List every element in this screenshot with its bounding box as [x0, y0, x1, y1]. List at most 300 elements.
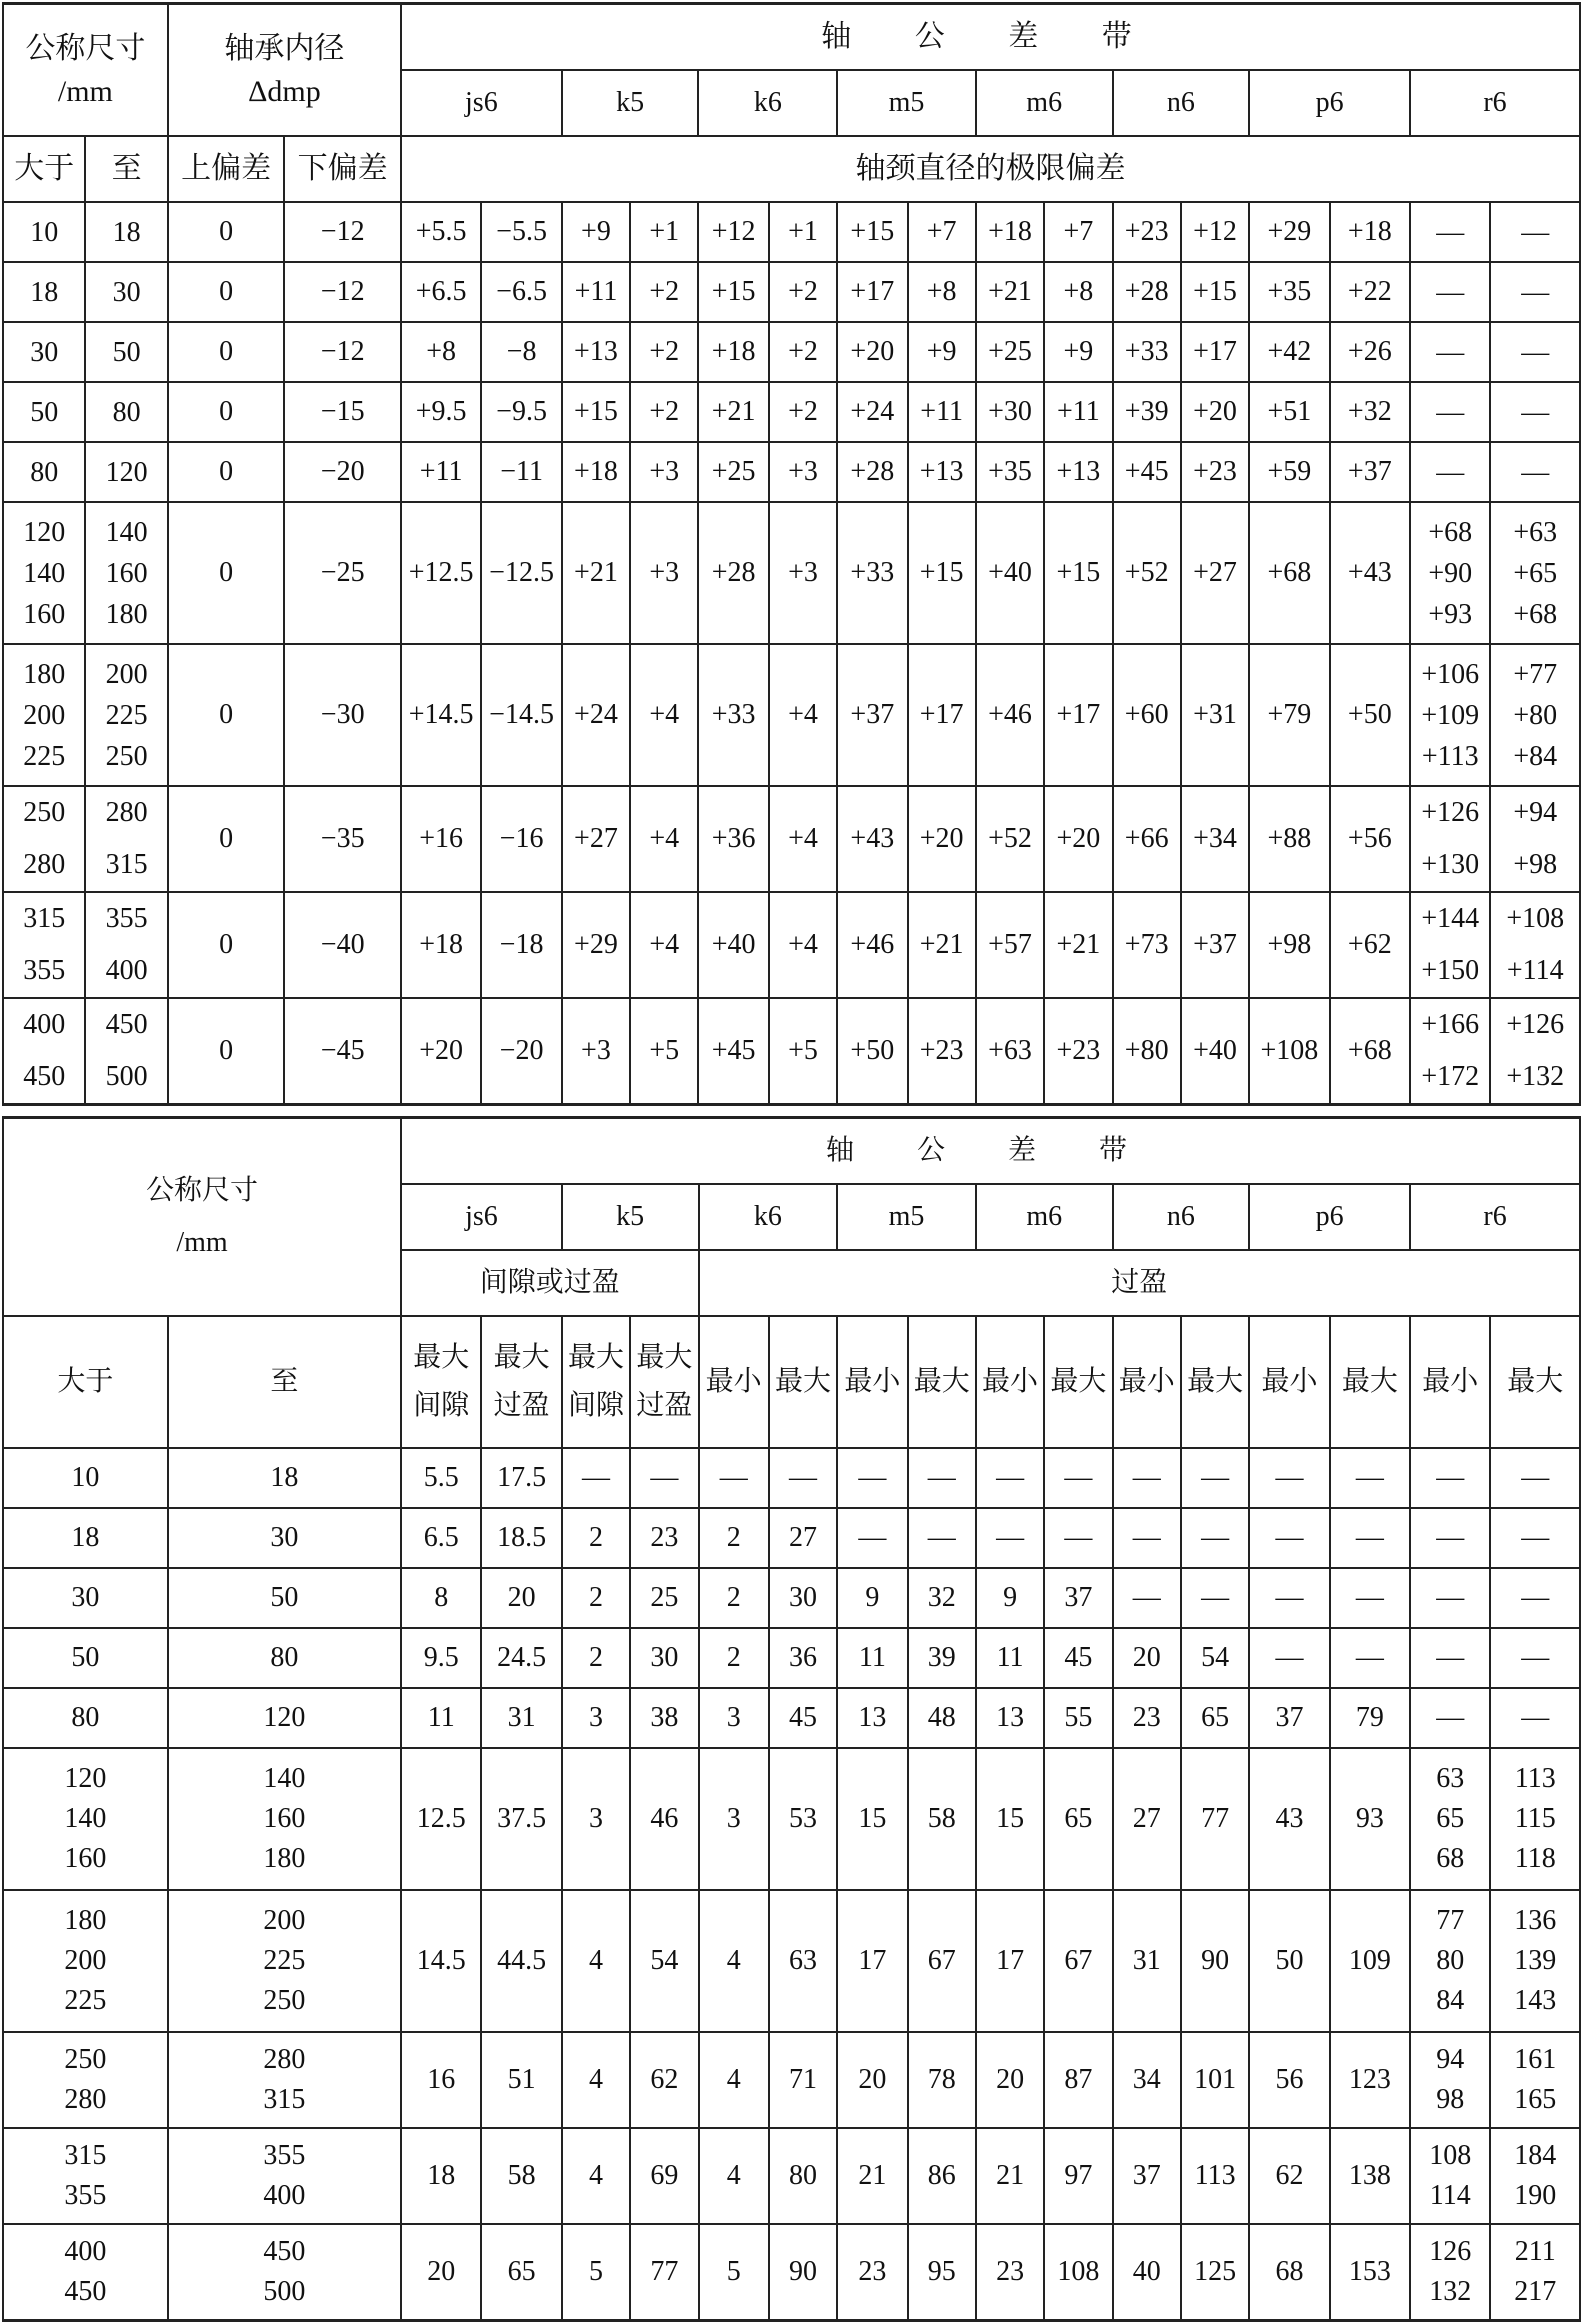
r6-upper-value-line: +106	[1421, 658, 1480, 690]
fit-value: 58	[481, 2128, 561, 2224]
deviation-value: +4	[630, 644, 698, 786]
deviation-value: +4	[769, 786, 837, 892]
fit-value: 16	[401, 2032, 481, 2128]
fit-value: 55	[1044, 1688, 1112, 1748]
fit-value: —	[1113, 1568, 1181, 1628]
fit-value: 32	[908, 1568, 976, 1628]
deviation-value: +6.5	[401, 262, 481, 322]
lower-deviation: −15	[284, 382, 401, 442]
fit-value: 15	[837, 1748, 907, 1890]
fit-value: 50	[1249, 1890, 1329, 2032]
size-over-line: 450	[64, 2276, 107, 2307]
nominal-size-label-2: 公称尺寸	[146, 1175, 259, 1206]
deviation-value: +9	[1044, 322, 1112, 382]
fit-value: 97	[1044, 2128, 1112, 2224]
deviation-value: +32	[1330, 382, 1410, 442]
deviation-value: +21	[1044, 892, 1112, 998]
fit-value: 44.5	[481, 1890, 561, 2032]
r6-upper-value	[1410, 502, 1490, 644]
size-to-line: 315	[105, 849, 148, 880]
fit-value: 4	[562, 1890, 630, 2032]
size-to-line: 355	[263, 2140, 306, 2171]
fit-value: 54	[1181, 1628, 1249, 1688]
deviation-value: +59	[1249, 442, 1329, 502]
fit-sub-header-line: 过盈	[493, 1390, 550, 1421]
fit-value: 101	[1181, 2032, 1249, 2128]
deviation-value: +5	[630, 998, 698, 1105]
fit-value: 20	[837, 2032, 907, 2128]
deviation-value: +45	[1113, 442, 1181, 502]
lower-deviation: −35	[284, 786, 401, 892]
table-row	[3, 2128, 1580, 2224]
fit-value: 67	[1044, 1890, 1112, 2032]
band-m5: m5	[837, 70, 976, 136]
size-to-line: 80	[270, 1642, 299, 1673]
deviation-value: +62	[1330, 892, 1410, 998]
r6-max-value-line: 211	[1514, 2236, 1556, 2267]
size-to	[85, 892, 167, 998]
r6-lower-value-line: +132	[1506, 1061, 1565, 1092]
fit-value: —	[1330, 1448, 1410, 1508]
fit-value: —	[1113, 1448, 1181, 1508]
r6-min-value-line: 63	[1436, 1763, 1465, 1794]
band-r6: r6	[1410, 70, 1580, 136]
fit-value: 2	[562, 1628, 630, 1688]
fit-value: 46	[630, 1748, 698, 1890]
size-over-line: 450	[23, 1061, 66, 1092]
r6-min-value-line: 108	[1429, 2140, 1472, 2171]
r6-upper-value-line: —	[1436, 276, 1465, 308]
deviation-value: +33	[698, 644, 768, 786]
size-to-line: 315	[263, 2084, 306, 2115]
lower-deviation: −30	[284, 644, 401, 786]
r6-lower-value	[1490, 502, 1580, 644]
fit-sub-header	[1490, 1316, 1580, 1448]
fit-sub-header-line: 间隙	[413, 1390, 470, 1421]
deviation-value: +4	[630, 786, 698, 892]
size-over	[3, 502, 85, 644]
r6-max-value-line: 184	[1514, 2140, 1557, 2171]
deviation-value: −11	[481, 442, 561, 502]
fit-sub-header-line: 最小	[1118, 1366, 1175, 1397]
fit-value: 25	[630, 1568, 698, 1628]
fit-sub-header	[908, 1316, 976, 1448]
deviation-value: +23	[1181, 442, 1249, 502]
r6-lower-value	[1490, 644, 1580, 786]
size-over-line: 160	[23, 598, 66, 630]
deviation-value: +108	[1249, 998, 1329, 1105]
deviation-value: +88	[1249, 786, 1329, 892]
deviation-value: +23	[908, 998, 976, 1105]
nominal-size-header	[3, 4, 168, 137]
band-p6: p6	[1249, 1184, 1410, 1250]
fit-sub-header	[699, 1316, 769, 1448]
r6-max-value	[1490, 2128, 1580, 2224]
r6-upper-value	[1410, 262, 1490, 322]
deviation-value: +51	[1249, 382, 1329, 442]
fit-value: 34	[1113, 2032, 1181, 2128]
fit-sub-header	[630, 1316, 698, 1448]
fit-value: 90	[769, 2224, 837, 2321]
deviation-value: +43	[1330, 502, 1410, 644]
band-js6: js6	[401, 70, 562, 136]
table-row	[3, 1568, 1580, 1628]
size-to-line: 450	[105, 1009, 148, 1040]
fit-value: 48	[908, 1688, 976, 1748]
deviation-value: +21	[698, 382, 768, 442]
fit-value: 27	[1113, 1748, 1181, 1890]
deviation-value: +4	[769, 644, 837, 786]
fit-value: —	[1330, 1568, 1410, 1628]
upper-deviation: 0	[168, 442, 285, 502]
r6-upper-value	[1410, 644, 1490, 786]
deviation-value: +2	[630, 262, 698, 322]
size-over-line: 120	[64, 1763, 107, 1794]
fit-sub-header	[837, 1316, 907, 1448]
upper-deviation: 0	[168, 892, 285, 998]
size-to-line: 225	[263, 1945, 306, 1976]
size-to-line: 450	[263, 2236, 306, 2267]
fit-value: —	[1181, 1568, 1249, 1628]
size-over-line: 180	[64, 1905, 107, 1936]
size-to-line: 280	[105, 797, 148, 828]
fit-value: 15	[976, 1748, 1044, 1890]
size-over	[3, 644, 85, 786]
fit-value: 78	[908, 2032, 976, 2128]
r6-lower-value	[1490, 382, 1580, 442]
deviation-value: −18	[481, 892, 561, 998]
deviation-value: +15	[698, 262, 768, 322]
table-row	[3, 502, 1580, 644]
size-to-line: 160	[263, 1803, 306, 1834]
fit-value: —	[1044, 1508, 1112, 1568]
r6-max-value	[1490, 1628, 1580, 1688]
deviation-value: +9	[562, 202, 630, 262]
size-over-line: 50	[30, 396, 59, 428]
fit-value: —	[562, 1448, 630, 1508]
deviation-value: +3	[769, 502, 837, 644]
r6-max-value	[1490, 1890, 1580, 2032]
fit-value: —	[837, 1448, 907, 1508]
r6-min-value-line: 80	[1436, 1945, 1465, 1976]
size-over	[3, 892, 85, 998]
r6-max-value-line: 113	[1514, 1763, 1556, 1794]
deviation-value: +40	[976, 502, 1044, 644]
fit-value: 67	[908, 1890, 976, 2032]
deviation-value: +11	[1044, 382, 1112, 442]
size-over	[3, 1568, 168, 1628]
r6-upper-value-line: +130	[1421, 849, 1480, 880]
fit-value: 4	[699, 2128, 769, 2224]
size-over	[3, 202, 85, 262]
fit-value: 80	[769, 2128, 837, 2224]
fit-value: 93	[1330, 1748, 1410, 1890]
fit-value: —	[1044, 1448, 1112, 1508]
upper-deviation: 0	[168, 262, 285, 322]
fit-value: —	[1181, 1448, 1249, 1508]
r6-min-value-line: —	[1436, 1522, 1465, 1553]
deviation-value: −12.5	[481, 502, 561, 644]
fit-sub-header-line: 过盈	[636, 1390, 693, 1421]
table-row	[3, 1448, 1580, 1508]
size-to-line: 140	[105, 516, 148, 548]
fit-value: 27	[769, 1508, 837, 1568]
deviation-value: +24	[837, 382, 907, 442]
fit-sub-header-line: 最小	[982, 1366, 1039, 1397]
table-row	[3, 322, 1580, 382]
r6-min-value	[1410, 2224, 1490, 2321]
r6-lower-value-line: —	[1521, 396, 1550, 428]
fit-sub-header	[976, 1316, 1044, 1448]
fit-value: 108	[1044, 2224, 1112, 2321]
fit-value: 2	[699, 1628, 769, 1688]
upper-deviation: 0	[168, 202, 285, 262]
fit-sub-header	[1249, 1316, 1329, 1448]
size-over-line: 315	[64, 2140, 107, 2171]
deviation-value: +15	[908, 502, 976, 644]
r6-min-value-line: 98	[1436, 2084, 1465, 2115]
fit-sub-header	[769, 1316, 837, 1448]
r6-max-value	[1490, 2224, 1580, 2321]
fit-value: 5	[562, 2224, 630, 2321]
fit-value: 13	[837, 1688, 907, 1748]
deviation-value: +20	[401, 998, 481, 1105]
r6-max-value-line: —	[1521, 1522, 1550, 1553]
fit-sub-header-line: 最小	[1422, 1366, 1479, 1397]
deviation-value: +34	[1181, 786, 1249, 892]
r6-upper-value-line: +126	[1421, 797, 1480, 828]
r6-lower-value-line: +63	[1513, 516, 1558, 548]
deviation-value: +42	[1249, 322, 1329, 382]
fit-value: 21	[837, 2128, 907, 2224]
r6-upper-value	[1410, 202, 1490, 262]
r6-max-value-line: 217	[1514, 2276, 1557, 2307]
fit-sub-header	[562, 1316, 630, 1448]
size-to-line: 120	[263, 1702, 306, 1733]
fit-value: 38	[630, 1688, 698, 1748]
r6-min-value	[1410, 2128, 1490, 2224]
deviation-value: +15	[562, 382, 630, 442]
deviation-value: +7	[908, 202, 976, 262]
band-m6: m6	[976, 1184, 1113, 1250]
fit-value: 23	[837, 2224, 907, 2321]
deviation-value: +35	[1249, 262, 1329, 322]
fit-sub-header	[1044, 1316, 1112, 1448]
size-to	[85, 262, 167, 322]
deviation-value: +27	[1181, 502, 1249, 644]
fit-value: 20	[401, 2224, 481, 2321]
size-over	[3, 2224, 168, 2321]
lower-deviation: −12	[284, 322, 401, 382]
fit-sub-header-line: 最大	[913, 1366, 970, 1397]
bore-deviation-symbol: Δdmp	[248, 75, 321, 108]
size-over-line: 200	[23, 699, 66, 731]
deviation-value: +13	[562, 322, 630, 382]
deviation-value: +25	[698, 442, 768, 502]
fit-value: 65	[481, 2224, 561, 2321]
deviation-value: +1	[630, 202, 698, 262]
size-over-line: 10	[30, 216, 59, 248]
size-to	[168, 1748, 401, 1890]
lower-deviation: −12	[284, 262, 401, 322]
size-to-line: 30	[270, 1522, 299, 1553]
fit-value: 18.5	[481, 1508, 561, 1568]
size-over-line: 160	[64, 1843, 107, 1874]
fit-value: 45	[769, 1688, 837, 1748]
deviation-value: +73	[1113, 892, 1181, 998]
r6-min-value-line: 94	[1436, 2044, 1465, 2075]
r6-min-value	[1410, 1628, 1490, 1688]
size-to-line: 30	[112, 276, 141, 308]
deviation-value: +2	[769, 382, 837, 442]
size-to	[85, 644, 167, 786]
deviation-value: +40	[698, 892, 768, 998]
tolerance-band-title: 轴 公 差 带	[401, 4, 1580, 71]
fit-value: 58	[908, 1748, 976, 1890]
fit-value: 11	[401, 1688, 481, 1748]
r6-min-value	[1410, 1568, 1490, 1628]
fit-value: 87	[1044, 2032, 1112, 2128]
fit-value: 77	[1181, 1748, 1249, 1890]
deviation-value: +22	[1330, 262, 1410, 322]
deviation-value: +18	[698, 322, 768, 382]
deviation-value: +21	[908, 892, 976, 998]
fit-value: 53	[769, 1748, 837, 1890]
deviation-value: +11	[401, 442, 481, 502]
deviation-value: +21	[976, 262, 1044, 322]
fit-value: 37	[1044, 1568, 1112, 1628]
over-header: 大于	[3, 136, 85, 202]
fit-value: 65	[1044, 1748, 1112, 1890]
deviation-value: +17	[1181, 322, 1249, 382]
deviation-value: −6.5	[481, 262, 561, 322]
deviation-rows	[3, 202, 1580, 1105]
r6-upper-value-line: —	[1436, 456, 1465, 488]
upper-deviation: 0	[168, 322, 285, 382]
deviation-value: +5.5	[401, 202, 481, 262]
deviation-value: +14.5	[401, 644, 481, 786]
fit-value: 37	[1249, 1688, 1329, 1748]
fit-value: 23	[1113, 1688, 1181, 1748]
size-to-line: 355	[105, 903, 148, 934]
size-to-line: 400	[263, 2180, 306, 2211]
nominal-size-unit: /mm	[57, 75, 113, 108]
size-over-line: 140	[64, 1803, 107, 1834]
fit-value: —	[1181, 1508, 1249, 1568]
table-row	[3, 202, 1580, 262]
fit-value: 40	[1113, 2224, 1181, 2321]
r6-min-value-line: 132	[1429, 2276, 1472, 2307]
fit-value: 63	[769, 1890, 837, 2032]
fit-value: 113	[1181, 2128, 1249, 2224]
size-over-line: 200	[64, 1945, 107, 1976]
deviation-value: +7	[1044, 202, 1112, 262]
r6-upper-value-line: +150	[1421, 955, 1480, 986]
r6-lower-value-line: +68	[1513, 598, 1558, 630]
size-over	[3, 998, 85, 1105]
deviation-value: +56	[1330, 786, 1410, 892]
deviation-value: +2	[630, 382, 698, 442]
deviation-value: +17	[1044, 644, 1112, 786]
table-row	[3, 1890, 1580, 2032]
table-row	[3, 892, 1580, 998]
interference-header: 过盈	[699, 1250, 1580, 1316]
r6-min-value-line: 84	[1436, 1985, 1465, 2016]
tolerance-document	[2, 2, 1581, 2307]
size-to	[85, 786, 167, 892]
size-over-line: 80	[71, 1702, 100, 1733]
deviation-value: +60	[1113, 644, 1181, 786]
r6-upper-value-line: +166	[1421, 1009, 1480, 1040]
r6-lower-value-line: +94	[1513, 797, 1558, 828]
deviation-value: +40	[1181, 998, 1249, 1105]
deviation-value: +3	[630, 502, 698, 644]
deviation-value: +13	[1044, 442, 1112, 502]
fit-value: 68	[1249, 2224, 1329, 2321]
fit-value: 4	[699, 2032, 769, 2128]
r6-min-value-line: 77	[1436, 1905, 1465, 1936]
r6-upper-value	[1410, 786, 1490, 892]
fit-sub-header	[401, 1316, 481, 1448]
size-over-line: 400	[23, 1009, 66, 1040]
nominal-size-header-2	[3, 1118, 401, 1317]
deviation-value: +46	[976, 644, 1044, 786]
r6-max-value	[1490, 2032, 1580, 2128]
band-k6: k6	[699, 1184, 838, 1250]
r6-upper-value	[1410, 322, 1490, 382]
size-to-line: 18	[112, 216, 141, 248]
size-to	[168, 1568, 401, 1628]
r6-max-value	[1490, 1688, 1580, 1748]
size-over-line: 250	[23, 797, 66, 828]
deviation-value: +25	[976, 322, 1044, 382]
band-r6: r6	[1410, 1184, 1580, 1250]
r6-min-value-line: —	[1436, 1462, 1465, 1493]
fit-value: 3	[562, 1688, 630, 1748]
r6-max-value-line: —	[1521, 1462, 1550, 1493]
r6-max-value-line: —	[1521, 1582, 1550, 1613]
size-to	[168, 1688, 401, 1748]
size-over-line: 30	[30, 336, 59, 368]
fit-value: 62	[1249, 2128, 1329, 2224]
deviation-value: +12	[698, 202, 768, 262]
size-to-line: 250	[263, 1985, 306, 2016]
fit-sub-header-line: 最大	[1187, 1366, 1244, 1397]
table-row	[3, 442, 1580, 502]
upper-deviation: 0	[168, 382, 285, 442]
fit-value: —	[1113, 1508, 1181, 1568]
r6-max-value-line: —	[1521, 1702, 1550, 1733]
fit-value: 17	[976, 1890, 1044, 2032]
band-m5: m5	[837, 1184, 976, 1250]
size-over-line: 120	[23, 516, 66, 548]
deviation-value: +5	[769, 998, 837, 1105]
deviation-value: +4	[769, 892, 837, 998]
fit-value: 54	[630, 1890, 698, 2032]
fit-value: 2	[699, 1508, 769, 1568]
r6-max-value-line: 139	[1514, 1945, 1557, 1976]
size-over	[3, 262, 85, 322]
fit-value: 30	[630, 1628, 698, 1688]
size-over-line: 280	[23, 849, 66, 880]
size-over	[3, 382, 85, 442]
deviation-value: +36	[698, 786, 768, 892]
deviation-value: +3	[630, 442, 698, 502]
size-to	[168, 1508, 401, 1568]
deviation-value: +50	[837, 998, 907, 1105]
fit-value: 79	[1330, 1688, 1410, 1748]
size-to-line: 18	[270, 1462, 299, 1493]
